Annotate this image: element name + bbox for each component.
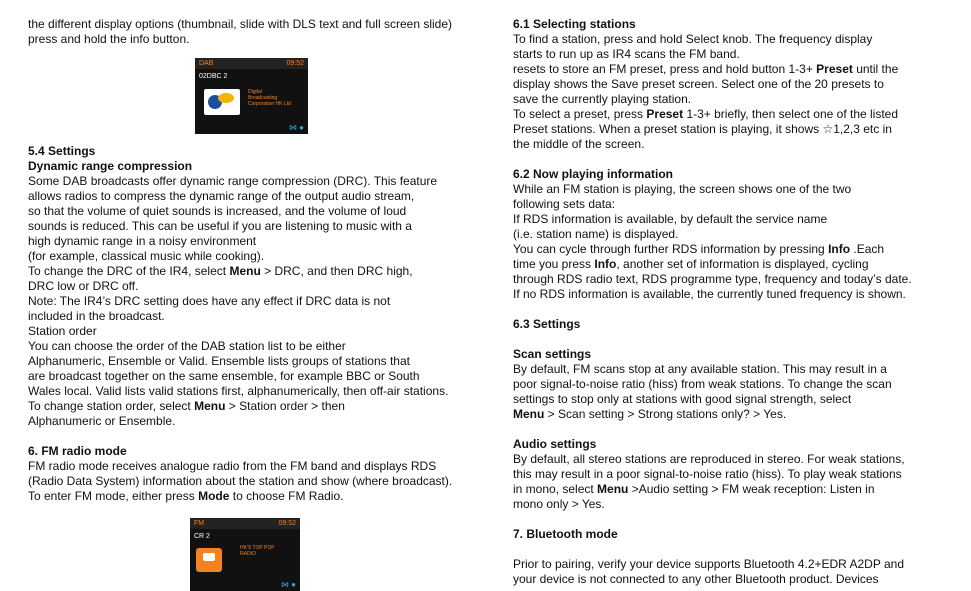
info-line: Broadcasting: [248, 95, 278, 101]
text-line: DRC low or DRC off.: [28, 279, 139, 293]
text-span: > Scan setting > Strong stations only? > Yes.: [544, 407, 787, 421]
subsection-heading: Scan settings: [513, 347, 592, 361]
text-line: Some DAB broadcasts offer dynamic range compression (DRC). This feature: [28, 174, 438, 188]
section-heading: 6.1 Selecting stations: [513, 17, 636, 31]
text-line: If RDS information is available, by default the service name: [513, 212, 828, 226]
text-line: Alphanumeric, Ensemble or Valid. Ensemble lists groups of stations that: [28, 354, 410, 368]
display-station-name: 02DBC 2: [199, 73, 228, 80]
text-span: > DRC, and then DRC high,: [260, 264, 413, 278]
text-line: By default, FM scans stop at any available station. This may result in a: [513, 362, 887, 376]
section-heading: 7. Bluetooth mode: [513, 527, 618, 541]
text-line: the middle of the screen.: [513, 137, 645, 151]
text-line: Alphanumeric or Ensemble.: [28, 414, 176, 428]
section-heading: 5.4 Settings: [28, 144, 96, 158]
menu-keyword: Menu: [194, 399, 226, 413]
text-line: FM radio mode receives analogue radio from the FM band and displays RDS: [28, 459, 437, 473]
text-line: (i.e. station name) is displayed.: [513, 227, 679, 241]
text-line: through RDS radio text, RDS programme type, frequency and today’s date.: [513, 272, 912, 286]
text-span: >Audio setting > FM weak reception: Listen in: [628, 482, 875, 496]
text-span: in mono, select: [513, 482, 598, 496]
text-line: sounds is reduced. This can be useful if you are listening to music with a: [28, 219, 412, 233]
text-span: To select a preset, press: [513, 107, 647, 121]
info-keyword: Info: [594, 257, 617, 271]
display-station-info: [248, 89, 291, 107]
text-span: > Station order > then: [225, 399, 345, 413]
text-line: press and hold the info button.: [28, 32, 190, 46]
text-span: to choose FM Radio.: [229, 489, 344, 503]
text-line: [28, 264, 413, 279]
text-line: Note: The IR4’s DRC setting does have any effect if DRC data is not: [28, 294, 391, 308]
text-span: To change the DRC of the IR4, select: [28, 264, 230, 278]
display-mode-label: FM: [194, 520, 205, 527]
text-line: (for example, classical music while cooking).: [28, 249, 265, 263]
text-line: [513, 407, 786, 422]
menu-keyword: Menu: [513, 407, 545, 421]
display-mode-label: DAB: [199, 60, 214, 67]
fm-display-image: [190, 518, 300, 591]
text-span: .Each: [850, 242, 885, 256]
menu-keyword: Menu: [229, 264, 261, 278]
text-line: Station order: [28, 324, 97, 338]
text-span: , another set of information is displayed, cycling: [616, 257, 869, 271]
info-line: Digital: [248, 89, 262, 95]
text-line: [513, 242, 884, 257]
section-heading: 6.3 Settings: [513, 317, 581, 331]
text-line: (Radio Data System) information about the station and show (where broadcast).: [28, 474, 453, 488]
mode-keyword: Mode: [198, 489, 230, 503]
text-line: [513, 107, 898, 122]
display-clock: 09:52: [278, 520, 296, 527]
text-line: [28, 399, 345, 414]
text-line: If no RDS information is available, the currently tuned frequency is shown.: [513, 287, 906, 301]
text-span: 1-3+ briefly, then select one of the listed: [683, 107, 899, 121]
text-line: included in the broadcast.: [28, 309, 165, 323]
text-line: By default, all stereo stations are reproduced in stereo. For weak stations,: [513, 452, 905, 466]
info-line: Corporation HK Ltd: [248, 101, 291, 107]
info-line: RADIO: [240, 551, 256, 557]
station-logo: [204, 89, 240, 115]
display-station-info: [240, 545, 275, 557]
text-line: are broadcast together on the same ensemble, for example BBC or South: [28, 369, 420, 383]
text-line: starts to run up as IR4 scans the FM band.: [513, 47, 740, 61]
display-clock: 09:52: [286, 60, 304, 67]
text-line: Wales local. Valid lists valid stations first, alphanumerically, then off-air stations.: [28, 384, 449, 398]
text-line: display shows the Save preset screen. Select one of the 20 presets to: [513, 77, 884, 91]
text-line: this may result in a poor signal-to-noise ratio (hiss). To play weak stations: [513, 467, 902, 481]
info-line: HK'S TOP POP: [240, 545, 275, 551]
text-line: the different display options (thumbnail, slide with DLS text and full screen slide): [28, 17, 453, 31]
text-line: high dynamic range in a noisy environment: [28, 234, 257, 248]
subsection-heading: Audio settings: [513, 437, 597, 451]
status-icons: ⋈ ●: [280, 580, 296, 589]
text-line: [513, 482, 875, 497]
text-span: To enter FM mode, either press: [28, 489, 199, 503]
text-line: following sets data:: [513, 197, 616, 211]
preset-keyword: Preset: [816, 62, 853, 76]
text-span: resets to store an FM preset, press and hold button 1-3+: [513, 62, 817, 76]
text-span: You can cycle through further RDS information by pressing: [513, 242, 829, 256]
text-line: While an FM station is playing, the screen shows one of the two: [513, 182, 852, 196]
menu-keyword: Menu: [597, 482, 629, 496]
text-line: [513, 62, 898, 77]
text-line: settings to stop only at stations with good signal strength, select: [513, 392, 852, 406]
section-heading: 6.2 Now playing information: [513, 167, 674, 181]
subsection-heading: Dynamic range compression: [28, 159, 193, 173]
text-line: Prior to pairing, verify your device supports Bluetooth 4.2+EDR A2DP and: [513, 557, 904, 571]
text-line: Preset stations. When a preset station is playing, it shows ☆1,2,3 etc in: [513, 122, 892, 136]
text-span: time you press: [513, 257, 595, 271]
text-line: poor signal-to-noise ratio (hiss) from weak stations. To change the scan: [513, 377, 892, 391]
info-keyword: Info: [828, 242, 851, 256]
radio-icon: [196, 548, 222, 572]
text-span: until the: [852, 62, 899, 76]
text-line: [28, 489, 343, 504]
text-line: mono only > Yes.: [513, 497, 605, 511]
text-line: You can choose the order of the DAB station list to be either: [28, 339, 346, 353]
text-line: [513, 257, 869, 272]
dab-display-image: [195, 58, 308, 134]
text-line: so that the volume of quiet sounds is increased, and the volume of loud: [28, 204, 407, 218]
display-station-name: CR 2: [194, 533, 210, 540]
section-heading: 6. FM radio mode: [28, 444, 127, 458]
preset-keyword: Preset: [646, 107, 684, 121]
text-line: To find a station, press and hold Select knob. The frequency display: [513, 32, 873, 46]
text-line: allows radios to compress the dynamic range of the output audio stream,: [28, 189, 415, 203]
text-line: save the currently playing station.: [513, 92, 692, 106]
text-span: To change station order, select: [28, 399, 195, 413]
status-icons: ⋈ ●: [288, 123, 304, 132]
text-line: your device is not connected to any other Bluetooth product. Devices: [513, 572, 879, 586]
